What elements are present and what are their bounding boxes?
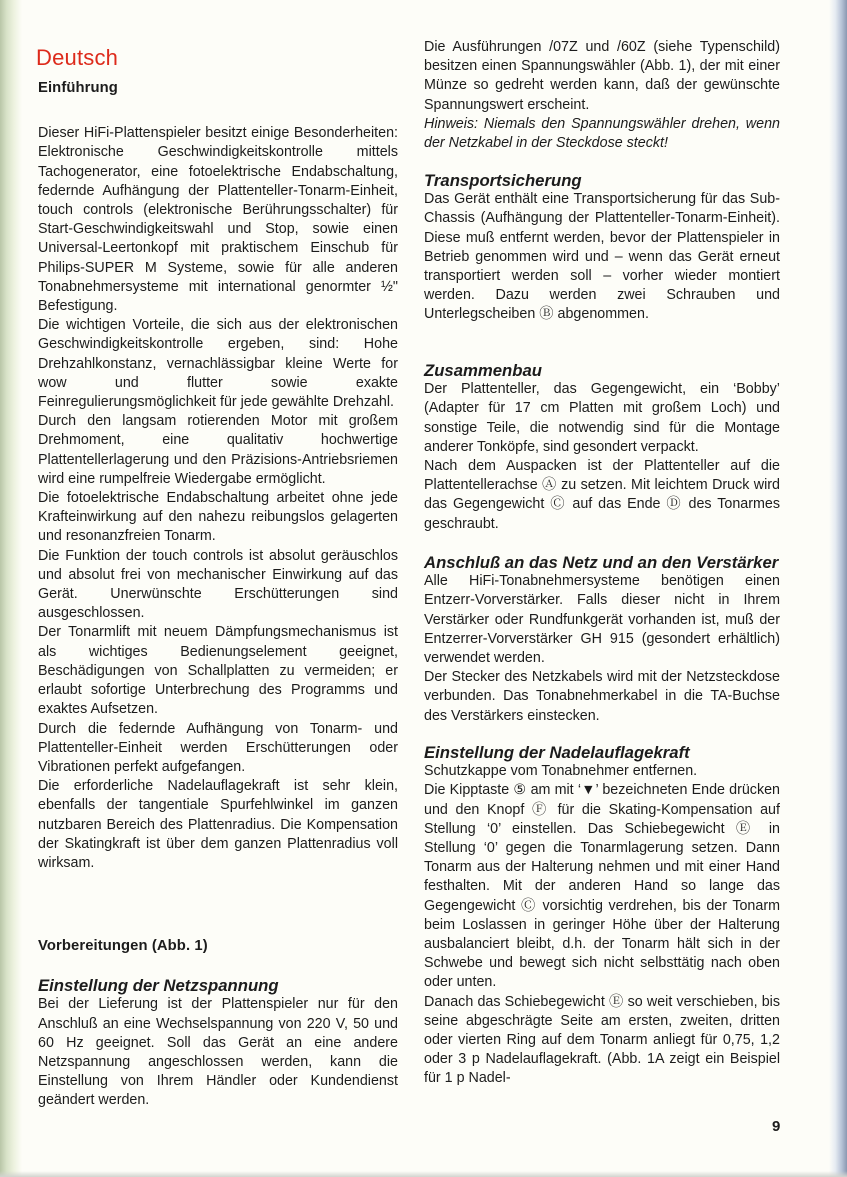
intro-paragraph: Dieser HiFi-Plattenspieler besitzt einige Besonderheiten: Elektronische Geschwindigkeitskontrolle mittels Tachogenerator, eine fotoelektrische Endabschaltung, federnde Aufhängung der Plattenteller-Tonarm-Einheit, touch controls (elektronische Berührungsschalter) für Start-Geschwindigkeitswahl und Stop, sowie einen Universal-Leertonkopf mit praktischem Einschub für Philips-SUPER M Systeme, sowie für alle anderen Tonabnehmersysteme mit international genormter ½" Befestigung.: [38, 125, 398, 315]
intro-paragraph: Der Tonarmlift mit neuem Dämpfungsmechanismus ist als wichtiges Bedienungselement geeignet, Beschädigungen von Schallplatten zu vermeiden; er erlaubt sofortige Unterbrechung des Programms und exaktes Aufsetzen.: [38, 624, 398, 718]
assembly-paragraph: Der Plattenteller, das Gegengewicht, ein ‘Bobby’ (Adapter für 17 cm Platten mit großem Loch) und sonstige Teile, die notwendig sind für die Montage anderer Tonköpfe, sind gesondert verpackt.: [424, 381, 780, 455]
tracking-force-section: [424, 743, 780, 1089]
connection-section: [424, 553, 780, 726]
intro-paragraph: Durch die federnde Aufhängung von Tonarm- und Plattenteller-Einheit werden Erschütterungen oder Vibrationen perfekt aufgefangen.: [38, 720, 398, 775]
language-title: Deutsch: [36, 44, 119, 70]
page-number: 9: [772, 1118, 781, 1135]
voltage-paragraph: Bei der Lieferung ist der Plattenspieler nur für den Anschluß an eine Wechselspannung von 220 V, 50 und 60 Hz geeignet. Soll das Gerät an eine andere Netzspannung angeschlossen werden, kann die Einstellung von Ihrem Händler oder Kundendienst geändert werden.: [38, 996, 398, 1109]
tracking-force-paragraph: Schutzkappe vom Tonabnehmer entfernen.: [424, 763, 698, 780]
tracking-force-paragraph: Danach das Schiebegewicht Ⓔ so weit verschieben, bis seine abgeschrägte Seite am ersten, zweiten, dritten oder vierten Ring auf dem Tonarm anliegt für 0,75, 1,2 oder 3 p Nadelauflagekraft. (Abb. 1A zeigt ein Beispiel für 1 p Nadel-: [424, 993, 780, 1087]
assembly-section: [424, 361, 780, 534]
intro-paragraph: Die erforderliche Nadelauflagekraft ist sehr klein, ebenfalls der tangentiale Spurfehlwinkel im ganzen nutzbaren Bereich des Plattenradius. Die Kompensation der Skatingkraft ist über dem ganzen Plattenradius voll wirksam.: [38, 778, 398, 871]
intro-body: [38, 124, 398, 873]
transport-paragraph: Das Gerät enthält eine Transportsicherung für das Sub-Chassis (Aufhängung der Plattenteller-Tonarm-Einheit). Diese muß entfernt werden, bevor der Plattenspieler in Betrieb genommen wird und – wenn das Gerät erneut transportiert werden soll – vorher wieder montiert werden. Dazu werden zwei Schrauben und Unterlegscheiben Ⓑ abgenommen.: [424, 191, 780, 323]
voltage-continued: [424, 38, 780, 153]
transport-subheading: Transportsicherung: [424, 171, 582, 190]
preparation-heading: Vorbereitungen (Abb. 1): [38, 938, 208, 954]
intro-paragraph: Durch den langsam rotierenden Motor mit großem Drehmoment, eine qualitativ hochwertige Plattentellerlagerung und den Präzisions-Antriebsriemen wird eine rumpelfreie Wiedergabe ermöglicht.: [38, 413, 398, 487]
intro-heading: Einführung: [38, 80, 118, 96]
intro-paragraph: Die wichtigen Vorteile, die sich aus der elektronischen Geschwindigkeitskontrolle ergeben, sind: Hohe Drehzahlkonstanz, vernachlässigbar kleine Werte for wow und flutter sowie exakte Feinregulierungsmöglichkeit für jede gewählte Drehzahl.: [38, 317, 398, 411]
page-right-edge: [829, 0, 847, 1177]
left-column: [38, 79, 398, 873]
voltage-subheading: Einstellung der Netzspannung: [38, 976, 279, 996]
intro-paragraph: Die fotoelektrische Endabschaltung arbeitet ohne jede Krafteinwirkung auf den nahezu reibungslos gelagerten und resonanzfreien Tonarm.: [38, 490, 398, 545]
tracking-force-subheading: Einstellung der Nadelauflagekraft: [424, 743, 690, 762]
connection-paragraph: Alle HiFi-Tonabnehmersysteme benötigen einen Entzerr-Vorverstärker. Falls dieser nicht in Ihrem Verstärker oder Rundfunkgerät vorhanden ist, muß der Entzerrer-Vorverstärker GH 915 (gesondert erhältlich) verwendet werden.: [424, 573, 780, 667]
page-bottom-edge: [0, 1171, 847, 1177]
assembly-subheading: Zusammenbau: [424, 361, 542, 380]
intro-paragraph: Die Funktion der touch controls ist absolut geräuschlos und absolut frei von mechanischer Einwirkung auf das Gerät. Unerwünschte Erschütterungen sind ausgeschlossen.: [38, 547, 398, 622]
tracking-force-paragraph: Die Kipptaste ⑤ am mit ‘▼’ bezeichneten Ende drücken und den Knopf Ⓕ für die Skating-Kompensation auf Stellung ‘0’ einstellen. Das Schiebegewicht Ⓔ in Stellung ‘0’ gegen die Tonarmlagerung setzen. Dann Tonarm aus der Halterung nehmen und mit einer Hand festhalten. Mit der anderen Hand so lange das Gegengewicht Ⓒ vorsichtig verdrehen, bis der Tonarm beim Loslassen in geringer Höhe über der Halterung ausbalanciert bleibt, d.h. der Tonarm hält sich in der Schwebe und bewegt sich nicht selbsttätig nach oben oder unten.: [424, 782, 780, 991]
connection-paragraph: Der Stecker des Netzkabels wird mit der Netzsteckdose verbunden. Das Tonabnehmerkabel in die TA-Buchse des Verstärkers einstecken.: [424, 669, 780, 724]
connection-subheading: Anschluß an das Netz und an den Verstärker: [424, 553, 779, 572]
voltage-cont-paragraph: Die Ausführungen /07Z und /60Z (siehe Typenschild) besitzen einen Spannungswähler (Abb. 1), der mit einer Münze so gedreht werden kann, daß der gewünschte Spannungswert erscheint.: [424, 39, 780, 113]
page-spine-shadow: [0, 0, 22, 1177]
preparation-section: [38, 937, 398, 1111]
assembly-paragraph: Nach dem Auspacken ist der Plattenteller auf die Plattentellerachse Ⓐ zu setzen. Mit leichtem Druck wird das Gegengewicht Ⓒ auf das Ende Ⓓ des Tonarmes geschraubt.: [424, 458, 780, 532]
transport-section: [424, 171, 780, 325]
voltage-warning-note: Hinweis: Niemals den Spannungswähler drehen, wenn der Netzkabel in der Steckdose steckt!: [424, 115, 780, 152]
